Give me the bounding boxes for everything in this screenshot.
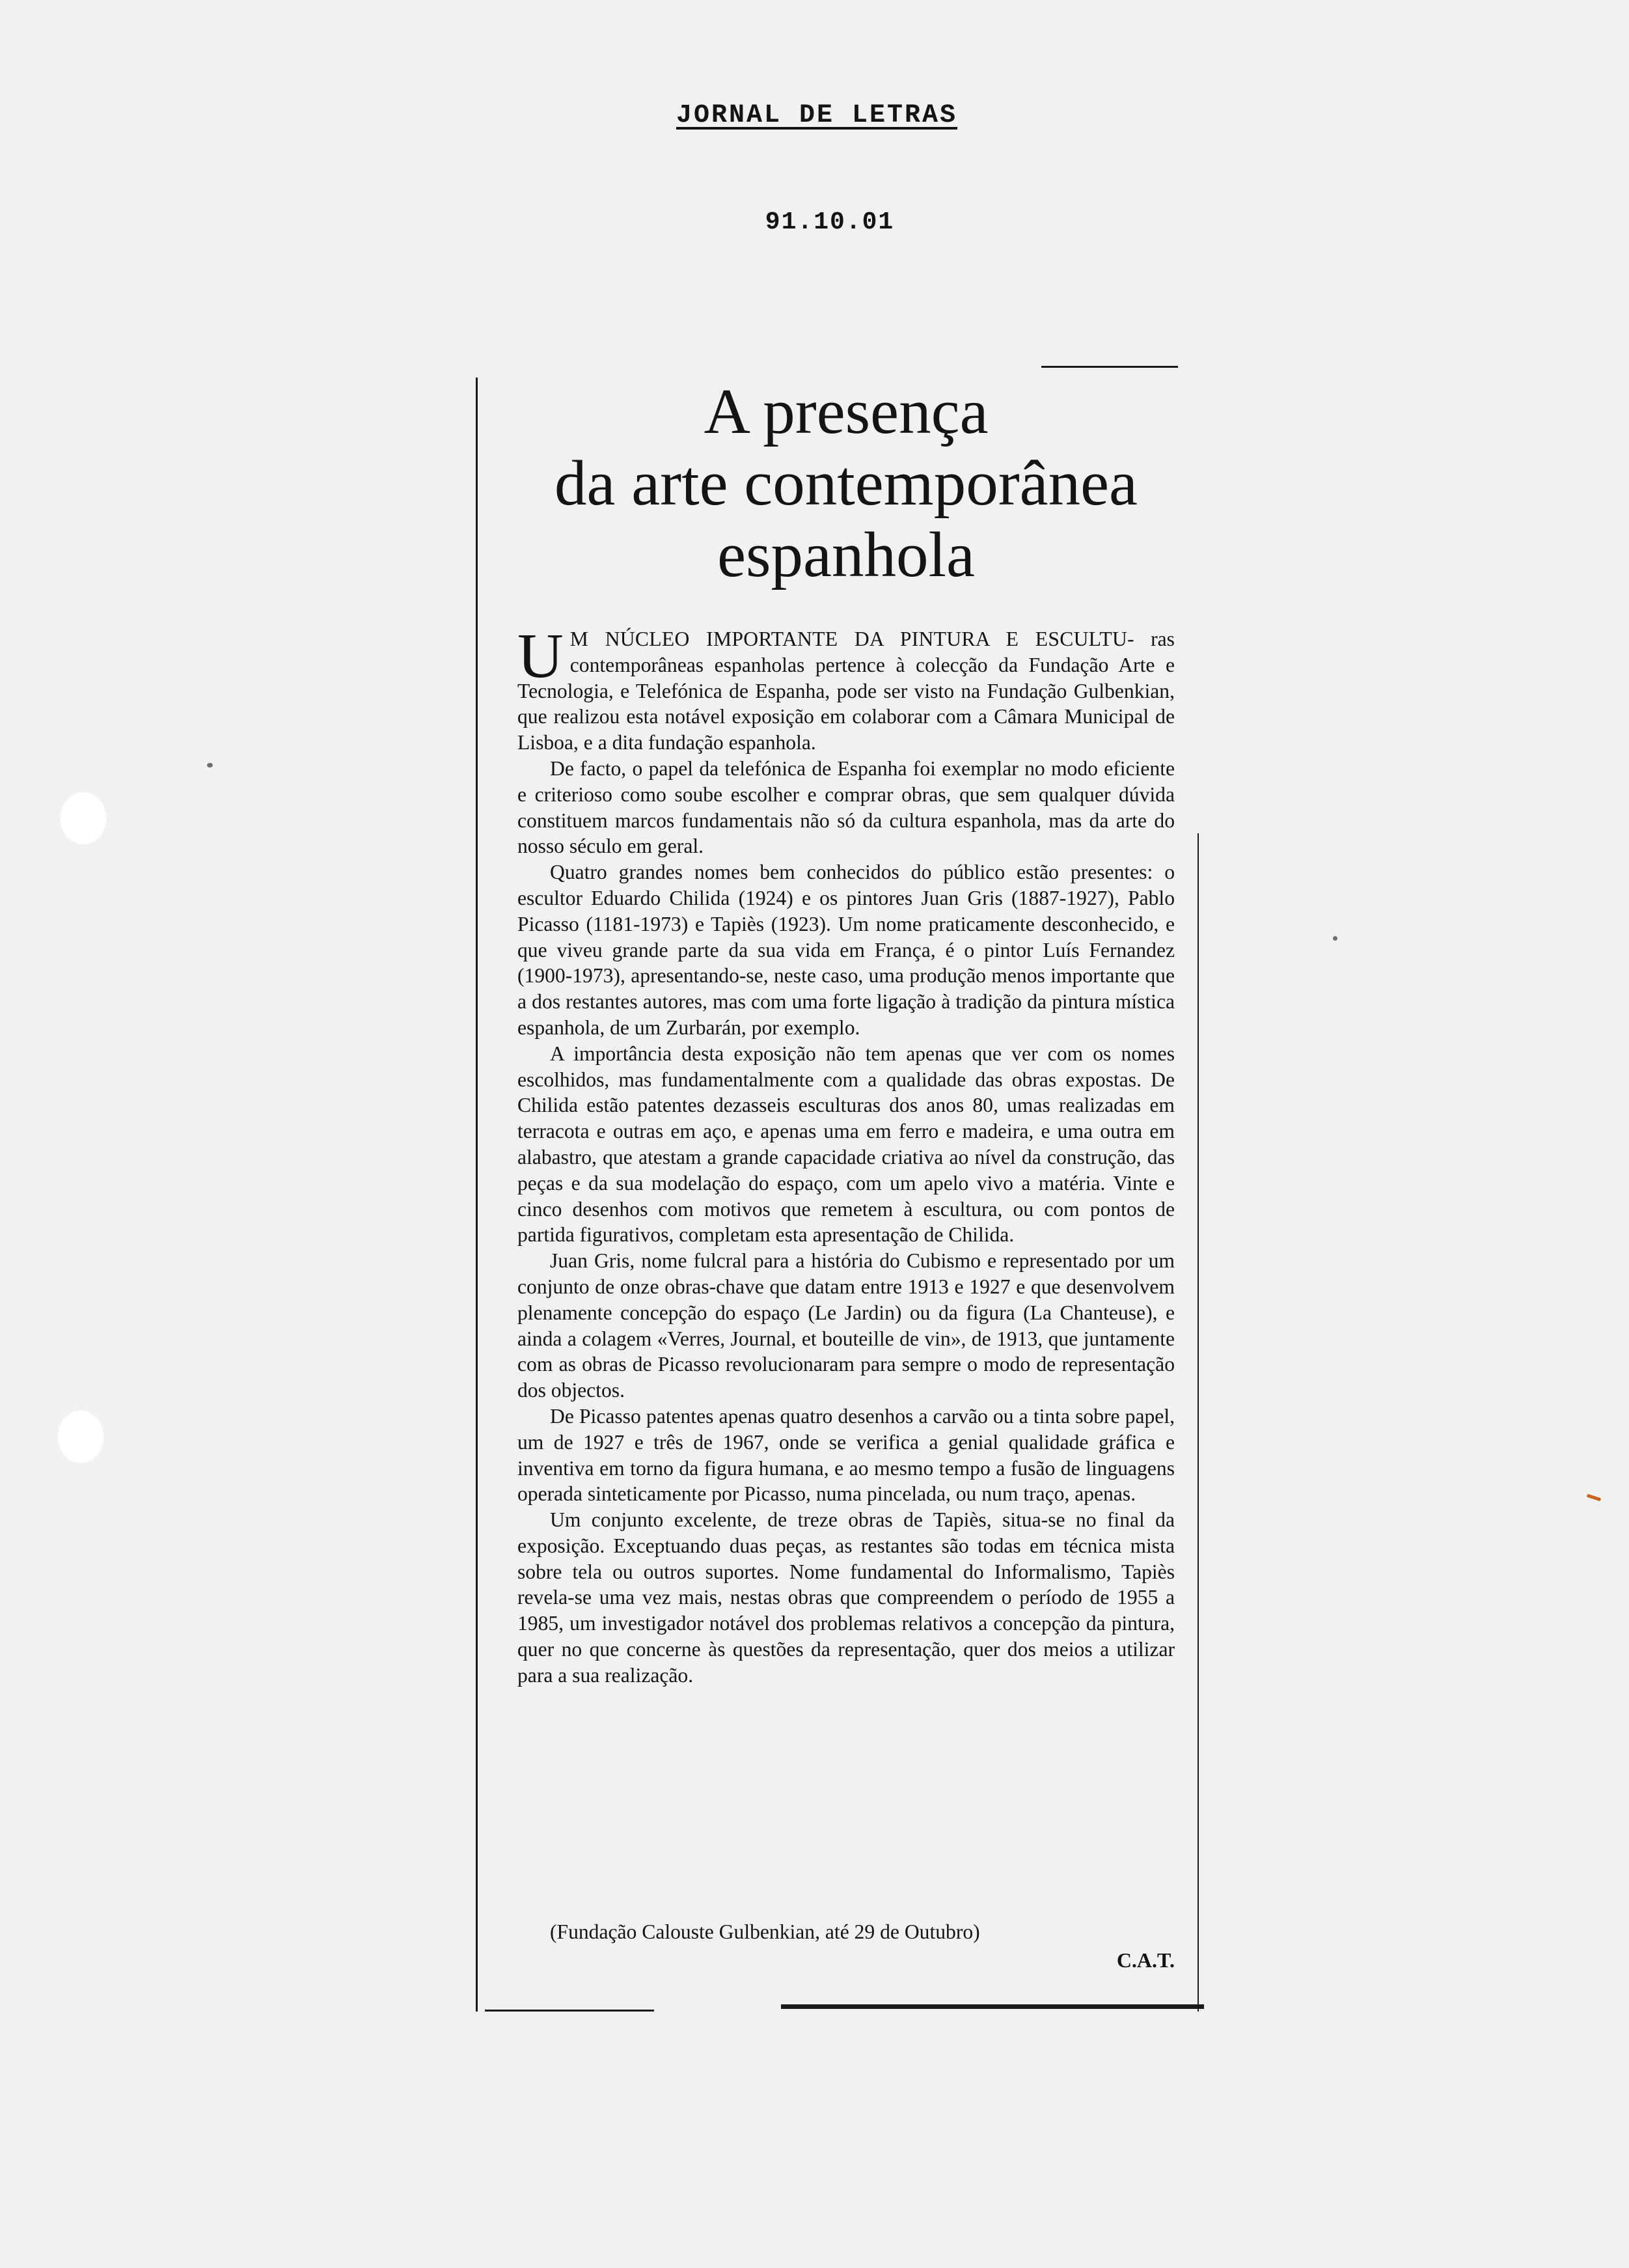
author-signature: C.A.T. (1116, 1948, 1175, 1972)
left-border-rule (476, 378, 478, 2012)
title-line: espanhola (717, 519, 975, 590)
lead-paragraph (517, 621, 1175, 756)
body-paragraph: De Picasso patentes apenas quatro desenhos a carvão ou a tinta sobre papel, um de 1927 e três de 1967, onde se verifica a genial qualidade gráfica e inventiva em torno da figura humana, e ao mesmo tempo a fusão de linguagens operada sinteticamente por Picasso, numa pincelada, ou num traço, apenas. (517, 1404, 1175, 1506)
body-paragraph: Um conjunto excelente, de treze obras de Tapiès, situa-se no final da exposição. Exceptuando duas peças, as restantes são todas em técnica mista sobre tela ou outros suportes. Nome fundamental do Informalismo, Tapiès revela-se uma vez mais, nestas obras que compreendem o período de 1955 a 1985, um investigador notável dos problemas relativos a concepção da pintura, quer no que concerne às questões da representação, quer dos meios a utilizar para a sua realização. (517, 1508, 1175, 1687)
top-right-rule (1041, 366, 1178, 368)
body-paragraph: Juan Gris, nome fulcral para a história do Cubismo e representado por um conjunto de onze obras-chave que datam entre 1913 e 1927 e que desenvolvem plenamente concepção do espaço (Le Jardin) ou da figura (La Chanteuse), e ainda a colagem «Verres, Journal, et bouteille de vin», de 1913, que juntamente com as obras de Picasso revolucionaram para sempre o modo de representação dos objectos. (517, 1249, 1175, 1402)
title-line: A presença (704, 376, 989, 447)
publication-name: JORNAL DE LETRAS (676, 101, 958, 130)
article-body (517, 621, 1175, 1689)
drop-cap: U (517, 621, 564, 691)
speck-mark (1587, 1494, 1601, 1502)
lead-caps: M NÚCLEO IMPORTANTE DA PINTURA E ESCULTU- (569, 628, 1134, 650)
right-border-rule (1198, 833, 1199, 2012)
lead-text: ras contemporâneas espanholas pertence à colecção da Fundação Arte e Tecnologia, e Telefónica de Espanha, pode ser visto na Fundação Gulbenkian, que realizou esta notável exposição em colaborar com a Câmara Municipal de Lisboa, e a dita fundação espanhola. (517, 628, 1175, 754)
bottom-right-rule (781, 2004, 1204, 2009)
bottom-left-rule (485, 2010, 654, 2012)
body-paragraph: De facto, o papel da telefónica de Espanha foi exemplar no modo eficiente e criterioso como soube escolher e comprar obras, que sem qualquer dúvida constituem marcos fundamentais não só da cultura espanhola, mas da arte do nosso século em geral. (517, 756, 1175, 858)
speck-mark (1333, 936, 1337, 941)
speck-mark (207, 763, 213, 768)
exhibition-note: (Fundação Calouste Gulbenkian, até 29 de Outubro) (550, 1920, 980, 1943)
publication-date: 91.10.01 (765, 208, 895, 236)
article-title (482, 376, 1211, 591)
body-paragraph: A importância desta exposição não tem apenas que ver com os nomes escolhidos, mas fundamentalmente com a qualidade das obras expostas. De Chilida estão patentes dezasseis esculturas dos anos 80, umas realizadas em terracota e outras em aço, e apenas uma em ferro e madeira, e uma outra em alabastro, que atestam a grande capacidade criativa ao nível da construção, das peças e da sua modelação do espaço, com um apelo vivo a matéria. Vinte e cinco desenhos com motivos que remetem à escultura, ou com pontos de partida figurativos, completam esta apresentação de Chilida. (517, 1042, 1175, 1247)
punch-hole-bottom (57, 1410, 104, 1463)
punch-hole-top (60, 792, 107, 845)
title-line: da arte contemporânea (554, 448, 1138, 519)
body-paragraph: Quatro grandes nomes bem conhecidos do público estão presentes: o escultor Eduardo Chilida (1924) e os pintores Juan Gris (1887-1927), Pablo Picasso (1181-1973) e Tapiès (1923). Um nome praticamente desconhecido, e que viveu grande parte da sua vida em França, é o pintor Luís Fernandez (1900-1973), apresentando-se, neste caso, uma produção menos importante que a dos restantes autores, mas com uma forte ligação à tradição da pintura mística espanhola, de um Zurbarán, por exemplo. (517, 861, 1175, 1039)
